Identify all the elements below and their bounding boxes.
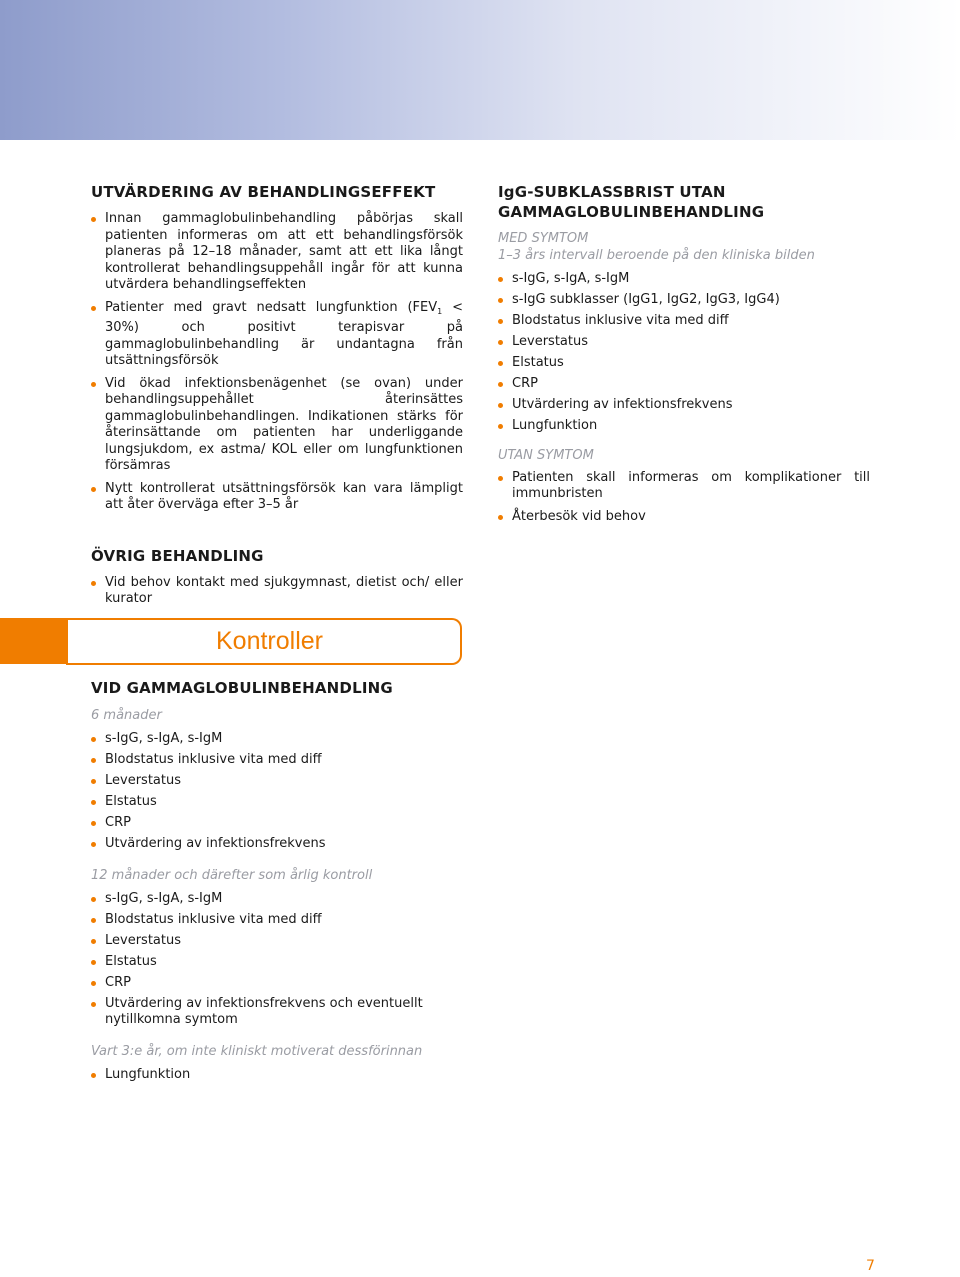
list-item: Återbesök vid behov	[498, 509, 870, 526]
list-item: s-IgG, s-IgA, s-IgM	[91, 891, 463, 908]
list-item: Nytt kontrollerat utsättningsförsök kan vara lämpligt att åter överväga efter 3–5 år	[91, 481, 463, 514]
list-item: s-IgG subklasser (IgG1, IgG2, IgG3, IgG4)	[498, 292, 870, 309]
list-item: Lungfunktion	[91, 1067, 463, 1084]
kontroller-heading: VID GAMMAGLOBULINBEHANDLING	[91, 679, 393, 697]
igg-heading-line1: IgG-SUBKLASSBRIST UTAN	[498, 183, 726, 201]
evaluation-list	[91, 211, 463, 514]
list-item: Patienten skall informeras om komplikationer till immunbristen	[498, 470, 870, 503]
list-item	[91, 300, 463, 370]
fev-subscript: 1	[437, 306, 443, 316]
list-item: Innan gammaglobulinbehandling påbörjas skall patienten informeras om att ett behandlingsförsök planeras på 12–18 månader, samt att ett lika långt kontrollerat behandlingsuppehåll ingår för att kunna utvärdera behandlingseffekten	[91, 211, 463, 294]
other-treatment-heading: ÖVRIG BEHANDLING	[91, 546, 264, 565]
list-item: Elstatus	[498, 355, 870, 372]
group-list-6-months	[91, 731, 463, 853]
kontroller-section	[91, 678, 463, 1083]
list-item: s-IgG, s-IgA, s-IgM	[91, 731, 463, 748]
header-gradient-band	[0, 0, 960, 140]
other-treatment-list	[91, 575, 463, 608]
fev-rest-text: < 30%) och positivt terapisvar på gammaglobulinbehandling är undantagna från utsättningsförsök	[105, 299, 463, 368]
list-item: Leverstatus	[91, 773, 463, 790]
list-item: Utvärdering av infektionsfrekvens	[498, 397, 870, 414]
list-item: Elstatus	[91, 954, 463, 971]
without-symptom-label: UTAN SYMTOM	[498, 447, 594, 463]
list-item: Leverstatus	[498, 334, 870, 351]
with-symptom-list	[498, 271, 870, 435]
list-item: Utvärdering av infektionsfrekvens och eventuellt nytillkomna symtom	[91, 996, 463, 1029]
with-symptom-note: 1–3 års intervall beroende på den kliniska bilden	[498, 248, 815, 263]
list-item: s-IgG, s-IgA, s-IgM	[498, 271, 870, 288]
list-item: Leverstatus	[91, 933, 463, 950]
list-item: CRP	[498, 376, 870, 393]
right-column	[498, 182, 870, 525]
page-number: 7	[866, 1258, 875, 1274]
list-item: CRP	[91, 975, 463, 992]
group-list-3-years	[91, 1067, 463, 1084]
list-item: Vid ökad infektionsbenägenhet (se ovan) under behandlingsuppehållet återinsättes gammaglobulinbehandlingen. Indikationen stärks för återinsättande om patienten har underliggande lungsjukdom, ex astma/ KOL eller om lungfunktionen försämras	[91, 376, 463, 475]
without-symptom-list	[498, 470, 870, 526]
kontroller-accent-bar	[0, 618, 68, 664]
kontroller-title: Kontroller	[216, 627, 323, 655]
group-label-3-years: Vart 3:e år, om inte kliniskt motiverat dessförinnan	[91, 1043, 423, 1059]
igg-heading-line2: GAMMAGLOBULINBEHANDLING	[498, 203, 765, 221]
list-item: Elstatus	[91, 794, 463, 811]
list-item: Utvärdering av infektionsfrekvens	[91, 836, 463, 853]
group-label-12-months: 12 månader och därefter som årlig kontroll	[91, 867, 373, 883]
fev-text: Patienter med gravt nedsatt lungfunktion (FEV	[105, 299, 438, 315]
group-list-12-months	[91, 891, 463, 1029]
with-symptom-label: MED SYMTOM	[498, 231, 589, 246]
list-item: Vid behov kontakt med sjukgymnast, dietist och/ eller kurator	[91, 575, 463, 608]
evaluation-heading: UTVÄRDERING AV BEHANDLINGSEFFEKT	[91, 183, 436, 201]
list-item: Blodstatus inklusive vita med diff	[498, 313, 870, 330]
list-item: Lungfunktion	[498, 418, 870, 435]
list-item: Blodstatus inklusive vita med diff	[91, 752, 463, 769]
left-column	[91, 182, 463, 608]
group-label-6-months: 6 månader	[91, 708, 162, 723]
list-item: Blodstatus inklusive vita med diff	[91, 912, 463, 929]
list-item: CRP	[91, 815, 463, 832]
